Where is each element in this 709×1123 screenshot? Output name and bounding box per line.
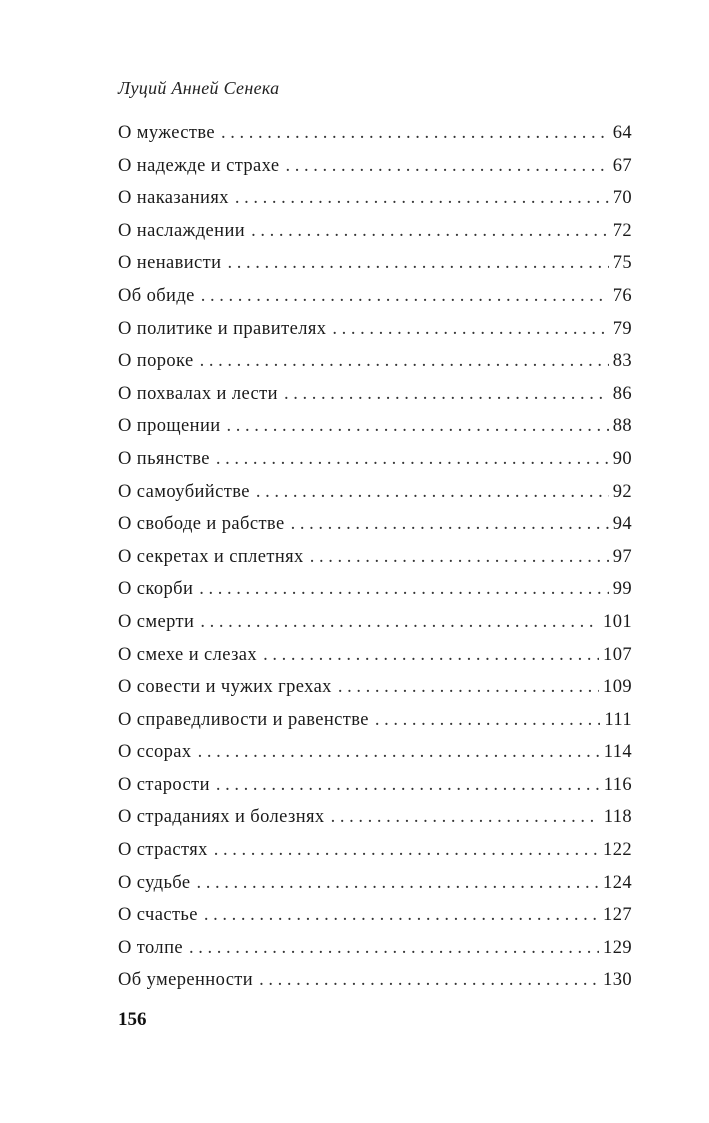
- toc-entry-title: О ссорах: [118, 742, 192, 763]
- dot-leader: [284, 384, 609, 405]
- toc-entry: [118, 547, 632, 580]
- toc-entry: [118, 286, 632, 319]
- toc-entry-title: О мужестве: [118, 123, 216, 143]
- dot-leader: [221, 123, 609, 144]
- toc-entry: [118, 351, 632, 384]
- book-page: [118, 0, 632, 1123]
- toc-entry-title: О страстях: [118, 840, 208, 861]
- toc-entry-page: 92: [612, 481, 632, 502]
- toc-entry: [118, 938, 632, 971]
- dot-leader: [216, 449, 609, 470]
- toc-entry: [118, 840, 632, 873]
- toc-entry-title: О секретах и сплетнях: [118, 546, 304, 567]
- dot-leader: [263, 645, 599, 666]
- toc-entry-title: О ненависти: [118, 253, 222, 274]
- dot-leader: [196, 873, 599, 894]
- dot-leader: [256, 482, 609, 503]
- dot-leader: [331, 807, 600, 828]
- dot-leader: [216, 775, 600, 796]
- toc-entry-page: 83: [612, 351, 632, 372]
- dot-leader: [235, 188, 609, 209]
- toc-entry-page: 129: [603, 937, 632, 958]
- toc-entry: [118, 188, 632, 221]
- toc-entry: [118, 416, 632, 449]
- toc-entry-title: О судьбе: [118, 872, 191, 893]
- toc-entry: [118, 319, 632, 352]
- toc-entry: [118, 253, 632, 286]
- toc-entry-title: О смехе и слезах: [118, 644, 258, 665]
- toc-entry-page: 97: [612, 546, 632, 567]
- table-of-contents: [118, 123, 632, 1003]
- dot-leader: [201, 286, 609, 307]
- toc-entry-title: О свободе и рабстве: [118, 514, 285, 535]
- toc-entry-page: 114: [603, 742, 632, 763]
- toc-entry-title: О пороке: [118, 351, 194, 372]
- toc-entry: [118, 482, 632, 515]
- toc-entry-page: 64: [612, 123, 632, 143]
- toc-entry-title: О скорби: [118, 579, 194, 600]
- toc-entry: [118, 449, 632, 482]
- toc-entry-page: 76: [612, 285, 632, 306]
- toc-entry-title: О наказаниях: [118, 188, 229, 209]
- toc-entry-page: 79: [612, 318, 632, 339]
- dot-leader: [310, 547, 609, 568]
- toc-entry: [118, 221, 632, 254]
- toc-entry: [118, 123, 632, 156]
- toc-entry-title: О справедливости и равенстве: [118, 709, 369, 730]
- dot-leader: [227, 253, 608, 274]
- toc-entry: [118, 612, 632, 645]
- toc-entry: [118, 645, 632, 678]
- toc-entry: [118, 156, 632, 189]
- toc-entry-page: 88: [612, 416, 632, 437]
- toc-entry-page: 72: [612, 220, 632, 241]
- toc-entry-page: 107: [603, 644, 632, 665]
- toc-entry-page: 67: [612, 155, 632, 176]
- toc-entry-page: 101: [603, 611, 632, 632]
- toc-entry: [118, 807, 632, 840]
- dot-leader: [259, 970, 599, 991]
- toc-entry-title: О похвалах и лести: [118, 383, 278, 404]
- toc-entry-page: 111: [604, 709, 632, 730]
- toc-entry-title: О пьянстве: [118, 448, 210, 469]
- toc-entry-page: 99: [612, 579, 632, 600]
- dot-leader: [332, 319, 608, 340]
- dot-leader: [251, 221, 609, 242]
- toc-entry-title: О страданиях и болезнях: [118, 807, 325, 828]
- dot-leader: [200, 612, 599, 633]
- toc-entry: [118, 514, 632, 547]
- toc-entry: [118, 970, 632, 1003]
- dot-leader: [198, 742, 600, 763]
- toc-entry-title: О прощении: [118, 416, 221, 437]
- page-number: 156: [118, 1009, 147, 1030]
- toc-entry-title: Об обиде: [118, 285, 195, 306]
- toc-entry: [118, 710, 632, 743]
- toc-entry-title: О толпе: [118, 937, 183, 958]
- toc-entry-page: 124: [603, 872, 632, 893]
- dot-leader: [199, 579, 608, 600]
- toc-entry-title: О политике и правителях: [118, 318, 327, 339]
- dot-leader: [285, 156, 608, 177]
- dot-leader: [204, 905, 599, 926]
- toc-entry-page: 94: [612, 514, 632, 535]
- dot-leader: [189, 938, 599, 959]
- toc-entry-title: О самоубийстве: [118, 481, 250, 502]
- toc-entry: [118, 677, 632, 710]
- toc-entry: [118, 384, 632, 417]
- toc-entry: [118, 742, 632, 775]
- dot-leader: [338, 677, 599, 698]
- toc-entry-title: О наслаждении: [118, 220, 246, 241]
- toc-entry-title: О надежде и страхе: [118, 155, 280, 176]
- toc-entry-title: О старости: [118, 774, 210, 795]
- toc-entry-title: О смерти: [118, 611, 195, 632]
- toc-entry-page: 109: [603, 677, 632, 698]
- toc-entry-page: 70: [612, 188, 632, 209]
- toc-entry: [118, 579, 632, 612]
- toc-entry-page: 127: [603, 905, 632, 926]
- dot-leader: [375, 710, 601, 731]
- dot-leader: [214, 840, 599, 861]
- toc-entry: [118, 905, 632, 938]
- running-head: Луций Анней Сенека: [118, 78, 280, 98]
- toc-entry-title: Об умеренности: [118, 970, 254, 991]
- dot-leader: [200, 351, 609, 372]
- toc-entry: [118, 873, 632, 906]
- toc-entry-page: 130: [603, 970, 632, 991]
- toc-entry-page: 118: [603, 807, 632, 828]
- toc-entry: [118, 775, 632, 808]
- toc-entry-page: 90: [612, 448, 632, 469]
- toc-entry-page: 86: [612, 383, 632, 404]
- toc-entry-page: 122: [603, 840, 632, 861]
- toc-entry-page: 116: [603, 774, 632, 795]
- toc-entry-title: О счастье: [118, 905, 198, 926]
- dot-leader: [227, 416, 609, 437]
- toc-entry-page: 75: [612, 253, 632, 274]
- dot-leader: [291, 514, 609, 535]
- toc-entry-title: О совести и чужих грехах: [118, 677, 332, 698]
